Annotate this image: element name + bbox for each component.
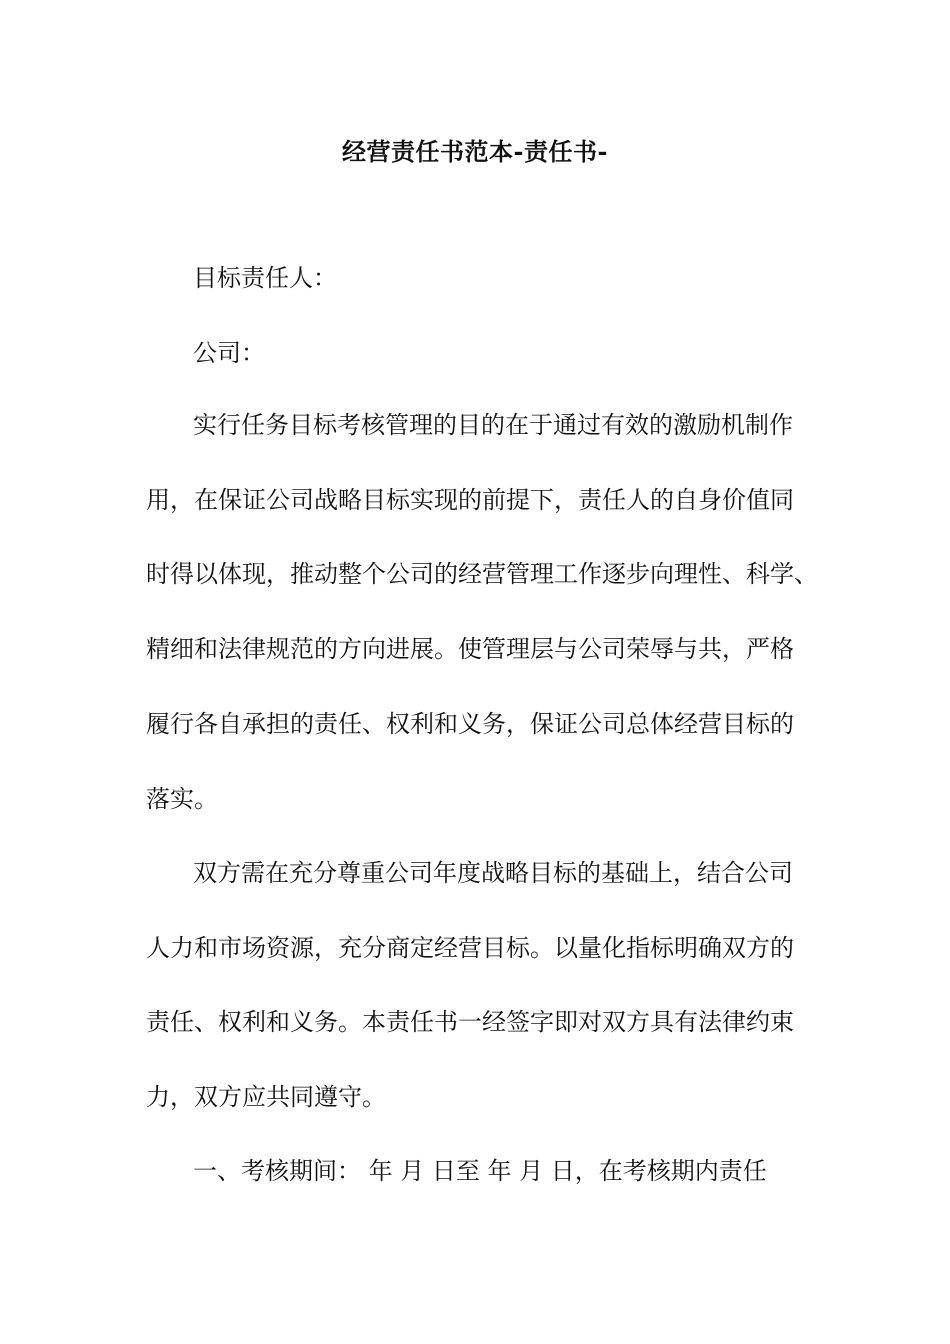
paragraph-1-line-1: 实行任务目标考核管理的目的在于通过有效的激励机制作 — [193, 411, 793, 439]
assessment-period-line: 一、考核期间： 年 月 日至 年 月 日，在考核期内责任 — [193, 1157, 767, 1185]
paragraph-2-line-1: 双方需在充分尊重公司年度战略目标的基础上，结合公司 — [193, 859, 793, 887]
paragraph-1-line-4: 精细和法律规范的方向进展。使管理层与公司荣辱与共，严格 — [146, 635, 794, 663]
paragraph-2-line-4: 力，双方应共同遵守。 — [146, 1083, 386, 1111]
paragraph-1-line-3: 时得以体现，推动整个公司的经营管理工作逐步向理性、科学、 — [146, 560, 818, 588]
paragraph-2-line-2: 人力和市场资源，充分商定经营目标。以量化指标明确双方的 — [146, 934, 794, 962]
target-responsible-person-label: 目标责任人： — [193, 264, 337, 292]
document-title: 经营责任书范本-责任书- — [342, 137, 608, 166]
paragraph-2-line-3: 责任、权利和义务。本责任书一经签字即对双方具有法律约束 — [146, 1008, 794, 1036]
paragraph-1-line-2: 用，在保证公司战略目标实现的前提下，责任人的自身价值同 — [146, 486, 794, 514]
company-label: 公司： — [193, 339, 265, 367]
paragraph-1-line-5: 履行各自承担的责任、权利和义务，保证公司总体经营目标的 — [146, 710, 794, 738]
paragraph-1-line-6: 落实。 — [146, 785, 218, 813]
